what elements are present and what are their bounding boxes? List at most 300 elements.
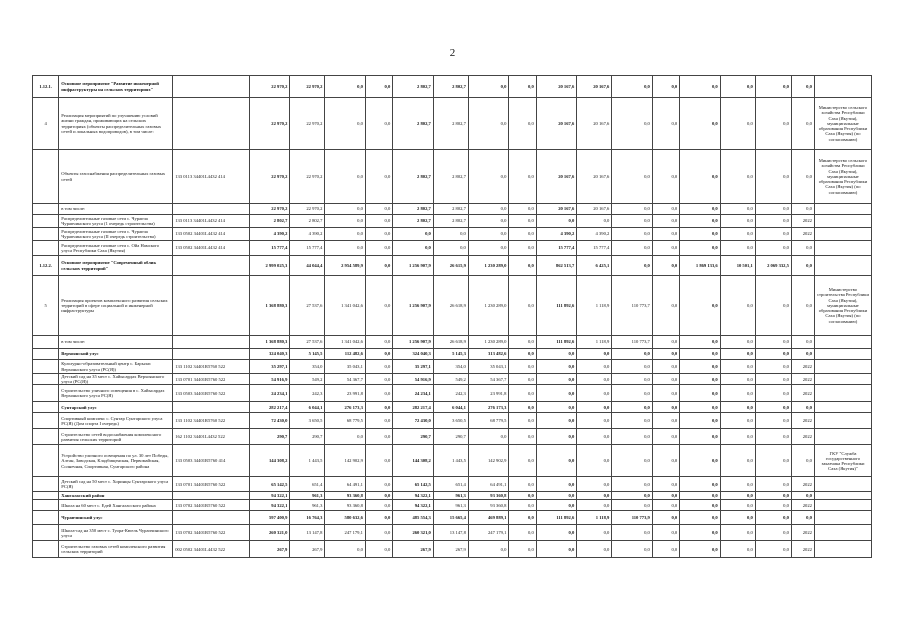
amount-cell: 65 142,5 bbox=[393, 477, 434, 492]
amount-cell: 0,0 bbox=[468, 241, 509, 256]
amount-cell: 0,0 bbox=[612, 256, 653, 276]
amount-cell: 0,0 bbox=[365, 150, 392, 204]
amount-cell: 0,0 bbox=[791, 336, 814, 349]
amount-cell: 27 537,6 bbox=[290, 276, 325, 336]
amount-cell: 0,0 bbox=[680, 215, 721, 228]
responsible-cell bbox=[814, 76, 871, 98]
amount-cell: 0,0 bbox=[720, 511, 755, 525]
row-name-cell: Строительство уличного освещения в с. Хайысардах Верхоянского улуса РС(Я) bbox=[59, 385, 173, 402]
amount-cell: 0,0 bbox=[720, 349, 755, 360]
amount-cell: 15 777,4 bbox=[577, 241, 612, 256]
amount-cell: 0,0 bbox=[612, 500, 653, 511]
page-number: 2 bbox=[449, 47, 456, 59]
row-name-cell: Верхоянский улус bbox=[59, 349, 173, 360]
row-name-cell: Детский сад на 35 мест с. Хайысардах Верхоянского улуса (РС(Я)) bbox=[59, 374, 173, 385]
amount-cell: 0,0 bbox=[509, 445, 536, 477]
amount-cell: 142 902,9 bbox=[468, 445, 509, 477]
amount-cell: 1 443,5 bbox=[290, 445, 325, 477]
row-number-cell bbox=[33, 500, 59, 511]
table-row bbox=[33, 76, 872, 98]
amount-cell: 0,0 bbox=[536, 215, 577, 228]
amount-cell: 0,0 bbox=[680, 429, 721, 445]
amount-cell: 15 777,4 bbox=[249, 241, 290, 256]
amount-cell: 2022 bbox=[791, 429, 814, 445]
row-name-cell: Школа на 60 мест с. Едей Хангаласского района bbox=[59, 500, 173, 511]
row-name-cell: Культурно-образовательный центр с. Барылас Верхоянского улуса (РС(Я)) bbox=[59, 360, 173, 374]
amount-cell: 0,0 bbox=[680, 241, 721, 256]
amount-cell: 0,0 bbox=[577, 429, 612, 445]
amount-cell: 111 892,6 bbox=[536, 276, 577, 336]
amount-cell: 0,0 bbox=[509, 492, 536, 500]
amount-cell: 15 665,4 bbox=[433, 511, 468, 525]
amount-cell: 0,0 bbox=[468, 228, 509, 241]
budget-code-cell bbox=[173, 349, 250, 360]
table-row bbox=[33, 241, 872, 256]
amount-cell: 0,0 bbox=[612, 349, 653, 360]
budget-code-cell: 133 0702 34401R5760 522 bbox=[173, 525, 250, 541]
amount-cell: 0,0 bbox=[755, 500, 791, 511]
amount-cell: 0,0 bbox=[755, 525, 791, 541]
amount-cell: 0,0 bbox=[365, 541, 392, 558]
table-row bbox=[33, 276, 872, 336]
amount-cell: 276 173,3 bbox=[325, 402, 366, 413]
amount-cell: 0,0 bbox=[720, 500, 755, 511]
amount-cell: 0,0 bbox=[755, 98, 791, 150]
amount-cell: 20 167,6 bbox=[536, 204, 577, 215]
row-number-cell bbox=[33, 349, 59, 360]
amount-cell: 0,0 bbox=[365, 413, 392, 429]
table-row bbox=[33, 500, 872, 511]
table-row bbox=[33, 360, 872, 374]
budget-code-cell: 133 0701 34401R5760 522 bbox=[173, 477, 250, 492]
amount-cell: 862 513,7 bbox=[536, 256, 577, 276]
amount-cell: 2 069 332,5 bbox=[755, 256, 791, 276]
amount-cell: 68 779,5 bbox=[325, 413, 366, 429]
amount-cell: 0,0 bbox=[612, 360, 653, 374]
amount-cell: 0,0 bbox=[755, 276, 791, 336]
amount-cell: 0,0 bbox=[612, 429, 653, 445]
amount-cell: 0,0 bbox=[577, 477, 612, 492]
amount-cell: 0,0 bbox=[612, 385, 653, 402]
amount-cell: 0,0 bbox=[365, 500, 392, 511]
budget-code-cell bbox=[173, 256, 250, 276]
amount-cell: 94 322,1 bbox=[249, 492, 290, 500]
row-number-cell bbox=[33, 241, 59, 256]
amount-cell: 2022 bbox=[791, 360, 814, 374]
amount-cell: 0,0 bbox=[612, 402, 653, 413]
row-name-cell: в том числе: bbox=[59, 204, 173, 215]
responsible-cell bbox=[814, 256, 871, 276]
amount-cell: 0,0 bbox=[365, 241, 392, 256]
amount-cell: 0,0 bbox=[680, 150, 721, 204]
budget-code-cell: 162 1102 34401L4432 522 bbox=[173, 429, 250, 445]
table-row bbox=[33, 402, 872, 413]
amount-cell: 324 040,3 bbox=[393, 349, 434, 360]
amount-cell: 247 179,1 bbox=[468, 525, 509, 541]
amount-cell: 0,0 bbox=[652, 215, 679, 228]
amount-cell: 2 802,7 bbox=[433, 204, 468, 215]
amount-cell: 0,0 bbox=[720, 525, 755, 541]
row-number-cell bbox=[33, 492, 59, 500]
amount-cell: 0,0 bbox=[365, 374, 392, 385]
amount-cell: 93 360,8 bbox=[325, 500, 366, 511]
amount-cell: 0,0 bbox=[325, 429, 366, 445]
budget-code-cell: 133 0502 34401L4432 414 bbox=[173, 228, 250, 241]
amount-cell: 2 802,7 bbox=[433, 215, 468, 228]
amount-cell: 0,0 bbox=[325, 215, 366, 228]
amount-cell: 549,2 bbox=[290, 374, 325, 385]
amount-cell: 0,0 bbox=[536, 402, 577, 413]
amount-cell: 0,0 bbox=[612, 374, 653, 385]
amount-cell: 23 991,8 bbox=[325, 385, 366, 402]
amount-cell: 1 256 907,9 bbox=[393, 256, 434, 276]
amount-cell: 0,0 bbox=[720, 413, 755, 429]
row-name-cell: Распределительные газовые сети с. Ойа Намского улуса Республики Саха (Якутия) bbox=[59, 241, 173, 256]
amount-cell: 0,0 bbox=[509, 385, 536, 402]
amount-cell: 0,0 bbox=[680, 360, 721, 374]
amount-cell: 0,0 bbox=[468, 541, 509, 558]
amount-cell: 2 802,7 bbox=[433, 76, 468, 98]
amount-cell: 0,0 bbox=[755, 204, 791, 215]
amount-cell: 0,0 bbox=[680, 228, 721, 241]
amount-cell: 0,0 bbox=[720, 276, 755, 336]
amount-cell: 0,0 bbox=[755, 215, 791, 228]
amount-cell: 282 217,4 bbox=[393, 402, 434, 413]
amount-cell: 112 482,6 bbox=[325, 349, 366, 360]
amount-cell: 35 297,1 bbox=[249, 360, 290, 374]
amount-cell: 0,0 bbox=[720, 150, 755, 204]
budget-code-cell: 133 0503 34401R5760 522 bbox=[173, 385, 250, 402]
row-number-cell bbox=[33, 511, 59, 525]
row-number-cell bbox=[33, 374, 59, 385]
responsible-cell bbox=[814, 429, 871, 445]
row-number-cell bbox=[33, 402, 59, 413]
amount-cell: 0,0 bbox=[652, 256, 679, 276]
amount-cell: 0,0 bbox=[325, 150, 366, 204]
amount-cell: 0,0 bbox=[755, 360, 791, 374]
budget-code-cell: 002 0502 34401L4432 522 bbox=[173, 541, 250, 558]
budget-code-cell: 133 0701 34401R5760 522 bbox=[173, 374, 250, 385]
amount-cell: 0,0 bbox=[325, 204, 366, 215]
amount-cell: 0,0 bbox=[652, 360, 679, 374]
amount-cell: 0,0 bbox=[509, 477, 536, 492]
amount-cell: 2 802,7 bbox=[393, 76, 434, 98]
amount-cell: 24 234,1 bbox=[249, 385, 290, 402]
amount-cell: 1 256 907,9 bbox=[393, 336, 434, 349]
amount-cell: 0,0 bbox=[680, 477, 721, 492]
responsible-cell bbox=[814, 402, 871, 413]
budget-table-sheet bbox=[32, 75, 872, 558]
amount-cell: 44 044,4 bbox=[290, 256, 325, 276]
amount-cell: 0,0 bbox=[791, 349, 814, 360]
amount-cell: 0,0 bbox=[536, 360, 577, 374]
amount-cell: 0,0 bbox=[755, 413, 791, 429]
amount-cell: 0,0 bbox=[509, 276, 536, 336]
amount-cell: 0,0 bbox=[365, 76, 392, 98]
amount-cell: 0,0 bbox=[652, 150, 679, 204]
responsible-cell bbox=[814, 511, 871, 525]
table-row bbox=[33, 429, 872, 445]
amount-cell: 0,0 bbox=[720, 477, 755, 492]
amount-cell: 6 425,1 bbox=[577, 256, 612, 276]
amount-cell: 651,4 bbox=[433, 477, 468, 492]
amount-cell: 0,0 bbox=[509, 413, 536, 429]
amount-cell: 0,0 bbox=[612, 492, 653, 500]
row-name-cell: Сунтарский улус bbox=[59, 402, 173, 413]
amount-cell: 0,0 bbox=[536, 477, 577, 492]
table-row bbox=[33, 256, 872, 276]
amount-cell: 144 308,2 bbox=[393, 445, 434, 477]
amount-cell: 469 889,1 bbox=[468, 511, 509, 525]
responsible-cell bbox=[814, 413, 871, 429]
responsible-cell bbox=[814, 374, 871, 385]
row-name-cell: Строительство сетей водоснабжения комплексного развития сельских территорий bbox=[59, 429, 173, 445]
amount-cell: 0,0 bbox=[536, 500, 577, 511]
amount-cell: 0,0 bbox=[652, 374, 679, 385]
amount-cell: 0,0 bbox=[755, 336, 791, 349]
budget-table bbox=[32, 75, 872, 558]
amount-cell: 6 044,1 bbox=[290, 402, 325, 413]
row-number-cell bbox=[33, 429, 59, 445]
amount-cell: 0,0 bbox=[365, 256, 392, 276]
amount-cell: 290,7 bbox=[433, 429, 468, 445]
amount-cell: 2022 bbox=[791, 477, 814, 492]
budget-code-cell bbox=[173, 76, 250, 98]
amount-cell: 54 916,9 bbox=[393, 374, 434, 385]
amount-cell: 961,3 bbox=[433, 500, 468, 511]
budget-code-cell bbox=[173, 98, 250, 150]
amount-cell: 0,0 bbox=[468, 429, 509, 445]
amount-cell: 0,0 bbox=[325, 241, 366, 256]
amount-cell: 4 390,2 bbox=[290, 228, 325, 241]
amount-cell: 110 773,9 bbox=[612, 511, 653, 525]
amount-cell: 0,0 bbox=[612, 241, 653, 256]
amount-cell: 0,0 bbox=[393, 241, 434, 256]
table-row bbox=[33, 525, 872, 541]
amount-cell: 0,0 bbox=[577, 360, 612, 374]
amount-cell: 0,0 bbox=[680, 511, 721, 525]
amount-cell: 0,0 bbox=[433, 241, 468, 256]
row-name-cell: Устройство уличного освещения по ул. 30 лет Победы, Алтан, Заводская, Кладбищенская, Первомайская, Солнечная, Спортивная, Сунтарского района bbox=[59, 445, 173, 477]
amount-cell: 20 167,6 bbox=[577, 204, 612, 215]
amount-cell: 94 322,1 bbox=[249, 500, 290, 511]
table-row bbox=[33, 445, 872, 477]
amount-cell: 2022 bbox=[791, 525, 814, 541]
amount-cell: 0,0 bbox=[365, 215, 392, 228]
amount-cell: 0,0 bbox=[720, 429, 755, 445]
amount-cell: 111 892,6 bbox=[536, 336, 577, 349]
amount-cell: 0,0 bbox=[652, 204, 679, 215]
amount-cell: 0,0 bbox=[612, 228, 653, 241]
amount-cell: 0,0 bbox=[365, 511, 392, 525]
amount-cell: 64 491,1 bbox=[468, 477, 509, 492]
responsible-cell: Министерство сельского хозяйства Республики Саха (Якутия), муниципальные образования Республики Саха (Якутия) (по согласованию) bbox=[814, 150, 871, 204]
amount-cell: 0,0 bbox=[612, 76, 653, 98]
amount-cell: 290,7 bbox=[249, 429, 290, 445]
amount-cell: 20 167,6 bbox=[536, 150, 577, 204]
row-name-cell: Спортивный комплекс с. Сунтар Сунтарского улуса РС(Я) (Дом спорта I очередь) bbox=[59, 413, 173, 429]
amount-cell: 35 043,1 bbox=[325, 360, 366, 374]
amount-cell: 0,0 bbox=[536, 413, 577, 429]
amount-cell: 276 173,3 bbox=[468, 402, 509, 413]
amount-cell: 0,0 bbox=[791, 76, 814, 98]
amount-cell: 0,0 bbox=[755, 541, 791, 558]
table-row bbox=[33, 204, 872, 215]
amount-cell: 16 764,3 bbox=[290, 511, 325, 525]
amount-cell: 0,0 bbox=[325, 228, 366, 241]
amount-cell: 2 802,7 bbox=[433, 150, 468, 204]
row-number-cell bbox=[33, 413, 59, 429]
amount-cell: 0,0 bbox=[652, 402, 679, 413]
amount-cell: 0,0 bbox=[365, 525, 392, 541]
responsible-cell bbox=[814, 215, 871, 228]
amount-cell: 2 802,7 bbox=[393, 150, 434, 204]
amount-cell: 5 145,3 bbox=[433, 349, 468, 360]
amount-cell: 242,3 bbox=[433, 385, 468, 402]
budget-code-cell bbox=[173, 492, 250, 500]
amount-cell: 0,0 bbox=[791, 204, 814, 215]
amount-cell: 0,0 bbox=[577, 385, 612, 402]
amount-cell: 94 322,1 bbox=[393, 500, 434, 511]
amount-cell: 0,0 bbox=[652, 500, 679, 511]
amount-cell: 144 308,2 bbox=[249, 445, 290, 477]
amount-cell: 22 970,2 bbox=[290, 204, 325, 215]
amount-cell: 0,0 bbox=[680, 374, 721, 385]
amount-cell: 0,0 bbox=[755, 445, 791, 477]
budget-code-cell: 133 0503 34401R5760 414 bbox=[173, 445, 250, 477]
amount-cell: 2 954 589,9 bbox=[325, 256, 366, 276]
amount-cell: 2022 bbox=[791, 500, 814, 511]
amount-cell: 93 360,8 bbox=[325, 492, 366, 500]
amount-cell: 0,0 bbox=[791, 445, 814, 477]
amount-cell: 0,0 bbox=[468, 215, 509, 228]
amount-cell: 0,0 bbox=[680, 413, 721, 429]
budget-code-cell bbox=[173, 336, 250, 349]
amount-cell: 0,0 bbox=[720, 215, 755, 228]
row-number-cell: 5 bbox=[33, 276, 59, 336]
row-number-cell bbox=[33, 445, 59, 477]
amount-cell: 0,0 bbox=[509, 204, 536, 215]
amount-cell: 0,0 bbox=[755, 150, 791, 204]
amount-cell: 0,0 bbox=[325, 98, 366, 150]
responsible-cell bbox=[814, 385, 871, 402]
amount-cell: 0,0 bbox=[720, 541, 755, 558]
amount-cell: 0,0 bbox=[680, 492, 721, 500]
row-name-cell: Хангаласский район bbox=[59, 492, 173, 500]
amount-cell: 0,0 bbox=[536, 525, 577, 541]
amount-cell: 27 537,6 bbox=[290, 336, 325, 349]
responsible-cell bbox=[814, 525, 871, 541]
amount-cell: 2 999 025,3 bbox=[249, 256, 290, 276]
amount-cell: 0,0 bbox=[468, 76, 509, 98]
amount-cell: 0,0 bbox=[433, 228, 468, 241]
amount-cell: 0,0 bbox=[509, 500, 536, 511]
amount-cell: 54 367,7 bbox=[468, 374, 509, 385]
row-name-cell: Распределительные газовые сети с. Чурапча Чурапчинского улуса (II очередь строительства) bbox=[59, 228, 173, 241]
amount-cell: 0,0 bbox=[365, 228, 392, 241]
amount-cell: 22 970,2 bbox=[249, 204, 290, 215]
budget-code-cell: 133 0702 34401R5760 522 bbox=[173, 500, 250, 511]
amount-cell: 0,0 bbox=[680, 98, 721, 150]
amount-cell: 0,0 bbox=[652, 492, 679, 500]
amount-cell: 0,0 bbox=[612, 445, 653, 477]
amount-cell: 0,0 bbox=[680, 525, 721, 541]
amount-cell: 267,9 bbox=[290, 541, 325, 558]
amount-cell: 1 118,9 bbox=[577, 511, 612, 525]
table-row bbox=[33, 228, 872, 241]
row-name-cell: Объекты газоснабжения распределительных газовых сетей bbox=[59, 150, 173, 204]
row-name-cell: Школа-сад на 350 мест с. Туора-Кюель Чурапчинского улуса bbox=[59, 525, 173, 541]
amount-cell: 1 256 907,9 bbox=[393, 276, 434, 336]
amount-cell: 0,0 bbox=[577, 402, 612, 413]
amount-cell: 0,0 bbox=[755, 492, 791, 500]
amount-cell: 0,0 bbox=[577, 413, 612, 429]
amount-cell: 0,0 bbox=[509, 98, 536, 150]
amount-cell: 0,0 bbox=[791, 241, 814, 256]
row-number-cell bbox=[33, 150, 59, 204]
amount-cell: 597 400,9 bbox=[249, 511, 290, 525]
amount-cell: 2022 bbox=[791, 413, 814, 429]
amount-cell: 0,0 bbox=[720, 492, 755, 500]
amount-cell: 242,3 bbox=[290, 385, 325, 402]
amount-cell: 0,0 bbox=[365, 98, 392, 150]
amount-cell: 6 044,1 bbox=[433, 402, 468, 413]
amount-cell: 0,0 bbox=[536, 429, 577, 445]
budget-code-cell: 133 0113 34401L4432 414 bbox=[173, 215, 250, 228]
amount-cell: 2022 bbox=[791, 228, 814, 241]
amount-cell: 0,0 bbox=[791, 256, 814, 276]
amount-cell: 0,0 bbox=[468, 150, 509, 204]
amount-cell: 0,0 bbox=[652, 385, 679, 402]
amount-cell: 0,0 bbox=[577, 215, 612, 228]
amount-cell: 3 650,5 bbox=[433, 413, 468, 429]
amount-cell: 0,0 bbox=[755, 511, 791, 525]
amount-cell: 0,0 bbox=[720, 76, 755, 98]
table-row bbox=[33, 413, 872, 429]
table-row bbox=[33, 150, 872, 204]
amount-cell: 1 341 042,6 bbox=[325, 336, 366, 349]
amount-cell: 0,0 bbox=[755, 429, 791, 445]
budget-code-cell bbox=[173, 511, 250, 525]
row-number-cell bbox=[33, 541, 59, 558]
amount-cell: 0,0 bbox=[755, 228, 791, 241]
amount-cell: 15 777,4 bbox=[536, 241, 577, 256]
amount-cell: 2 802,7 bbox=[433, 98, 468, 150]
amount-cell: 0,0 bbox=[755, 374, 791, 385]
amount-cell: 22 970,2 bbox=[290, 76, 325, 98]
responsible-cell bbox=[814, 349, 871, 360]
amount-cell: 1 230 289,0 bbox=[468, 276, 509, 336]
amount-cell: 580 632,6 bbox=[325, 511, 366, 525]
amount-cell: 267,9 bbox=[393, 541, 434, 558]
responsible-cell bbox=[814, 228, 871, 241]
amount-cell: 3 650,5 bbox=[290, 413, 325, 429]
amount-cell: 0,0 bbox=[536, 349, 577, 360]
amount-cell: 22 970,2 bbox=[249, 150, 290, 204]
amount-cell: 549,2 bbox=[433, 374, 468, 385]
amount-cell: 0,0 bbox=[577, 500, 612, 511]
table-row bbox=[33, 477, 872, 492]
amount-cell: 15 777,4 bbox=[290, 241, 325, 256]
amount-cell: 0,0 bbox=[652, 349, 679, 360]
budget-code-cell bbox=[173, 402, 250, 413]
amount-cell: 282 217,4 bbox=[249, 402, 290, 413]
amount-cell: 93 360,8 bbox=[468, 500, 509, 511]
amount-cell: 0,0 bbox=[509, 336, 536, 349]
amount-cell: 35 043,1 bbox=[468, 360, 509, 374]
amount-cell: 0,0 bbox=[612, 477, 653, 492]
amount-cell: 2022 bbox=[791, 215, 814, 228]
